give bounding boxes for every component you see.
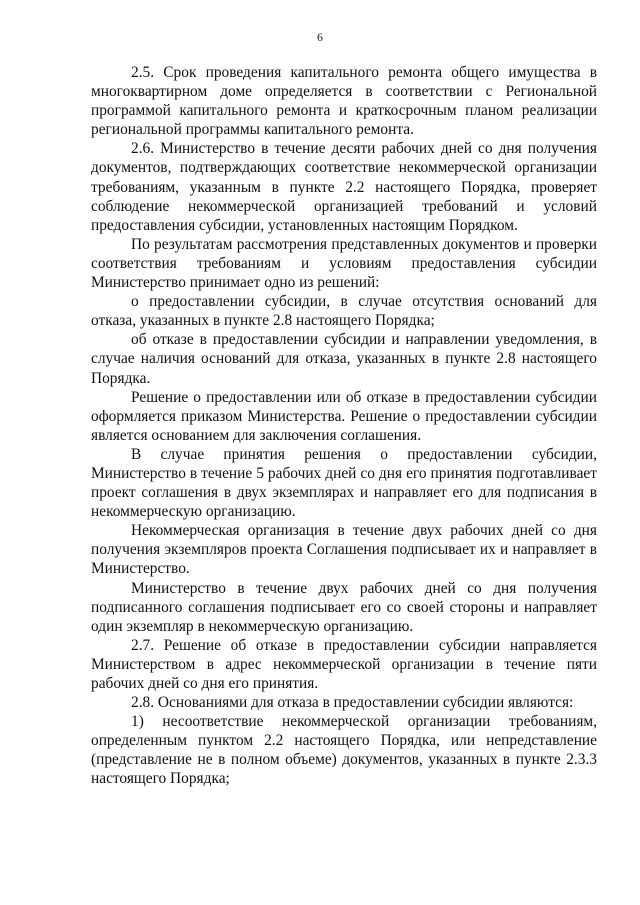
paragraph-2-7: 2.7. Решение об отказе в предоставлении субсидии направляется Министерством в адрес некоммерческой организации в течение пяти рабочих дней со дня его принятия. bbox=[91, 636, 597, 692]
paragraph-decision-grant: о предоставлении субсидии, в случае отсутствия оснований для отказа, указанных в пункте 2.8 настоящего Порядка; bbox=[91, 293, 597, 330]
paragraph-ministry-signing: Министерство в течение двух рабочих дней со дня получения подписанного соглашения подписывает его со своей стороны и направляет один экземпляр в некоммерческую организацию. bbox=[91, 579, 597, 635]
paragraph-decision-refuse: об отказе в предоставлении субсидии и направлении уведомления, в случае наличия оснований для отказа, указанных в пункте 2.8 настоящего Порядка. bbox=[91, 331, 597, 387]
paragraph-agreement-draft: В случае принятия решения о предоставлении субсидии, Министерство в течение 5 рабочих дней со дня его принятия подготавливает проект соглашения в двух экземплярах и направляет его для подписания в некоммерческую организацию. bbox=[91, 445, 597, 521]
paragraph-nko-signing: Некоммерческая организация в течение двух рабочих дней со дня получения экземпляров проекта Соглашения подписывает их и направляет в Министерство. bbox=[91, 522, 597, 578]
paragraph-2-5: 2.5. Срок проведения капитального ремонта общего имущества в многоквартирном доме определяется в соответствии с Региональной программой капитального ремонта и краткосрочным планом реализации региональной программы капитального ремонта. bbox=[91, 64, 597, 139]
paragraph-2-8: 2.8. Основаниями для отказа в предоставлении субсидии являются: bbox=[131, 694, 574, 712]
paragraph-decision-order: Решение о предоставлении или об отказе в предоставлении субсидии оформляется приказом Министерства. Решение о предоставлении субсидии является основанием для заключения соглашения. bbox=[91, 388, 597, 444]
page-number: 6 bbox=[317, 30, 323, 44]
paragraph-2-6: 2.6. Министерство в течение десяти рабочих дней со дня получения документов, подтверждающих соответствие некоммерческой организации требованиям, указанным в пункте 2.2 настоящего Порядка, проверяет соблюдение некоммерческой организацией требований и условий предоставления субсидии, установленных настоящим Порядком. bbox=[91, 140, 597, 234]
document-body bbox=[91, 63, 597, 789]
paragraph-2-8-item-1: 1) несоответствие некоммерческой организации требованиям, определенным пунктом 2.2 настоящего Порядка, или непредставление (представление не в полном объеме) документов, указанных в пункте 2.3.3 настоящего Порядка; bbox=[91, 713, 597, 788]
paragraph-review-results: По результатам рассмотрения представленных документов и проверки соответствия требованиям и условиям предоставления субсидии Министерство принимает одно из решений: bbox=[91, 235, 597, 292]
